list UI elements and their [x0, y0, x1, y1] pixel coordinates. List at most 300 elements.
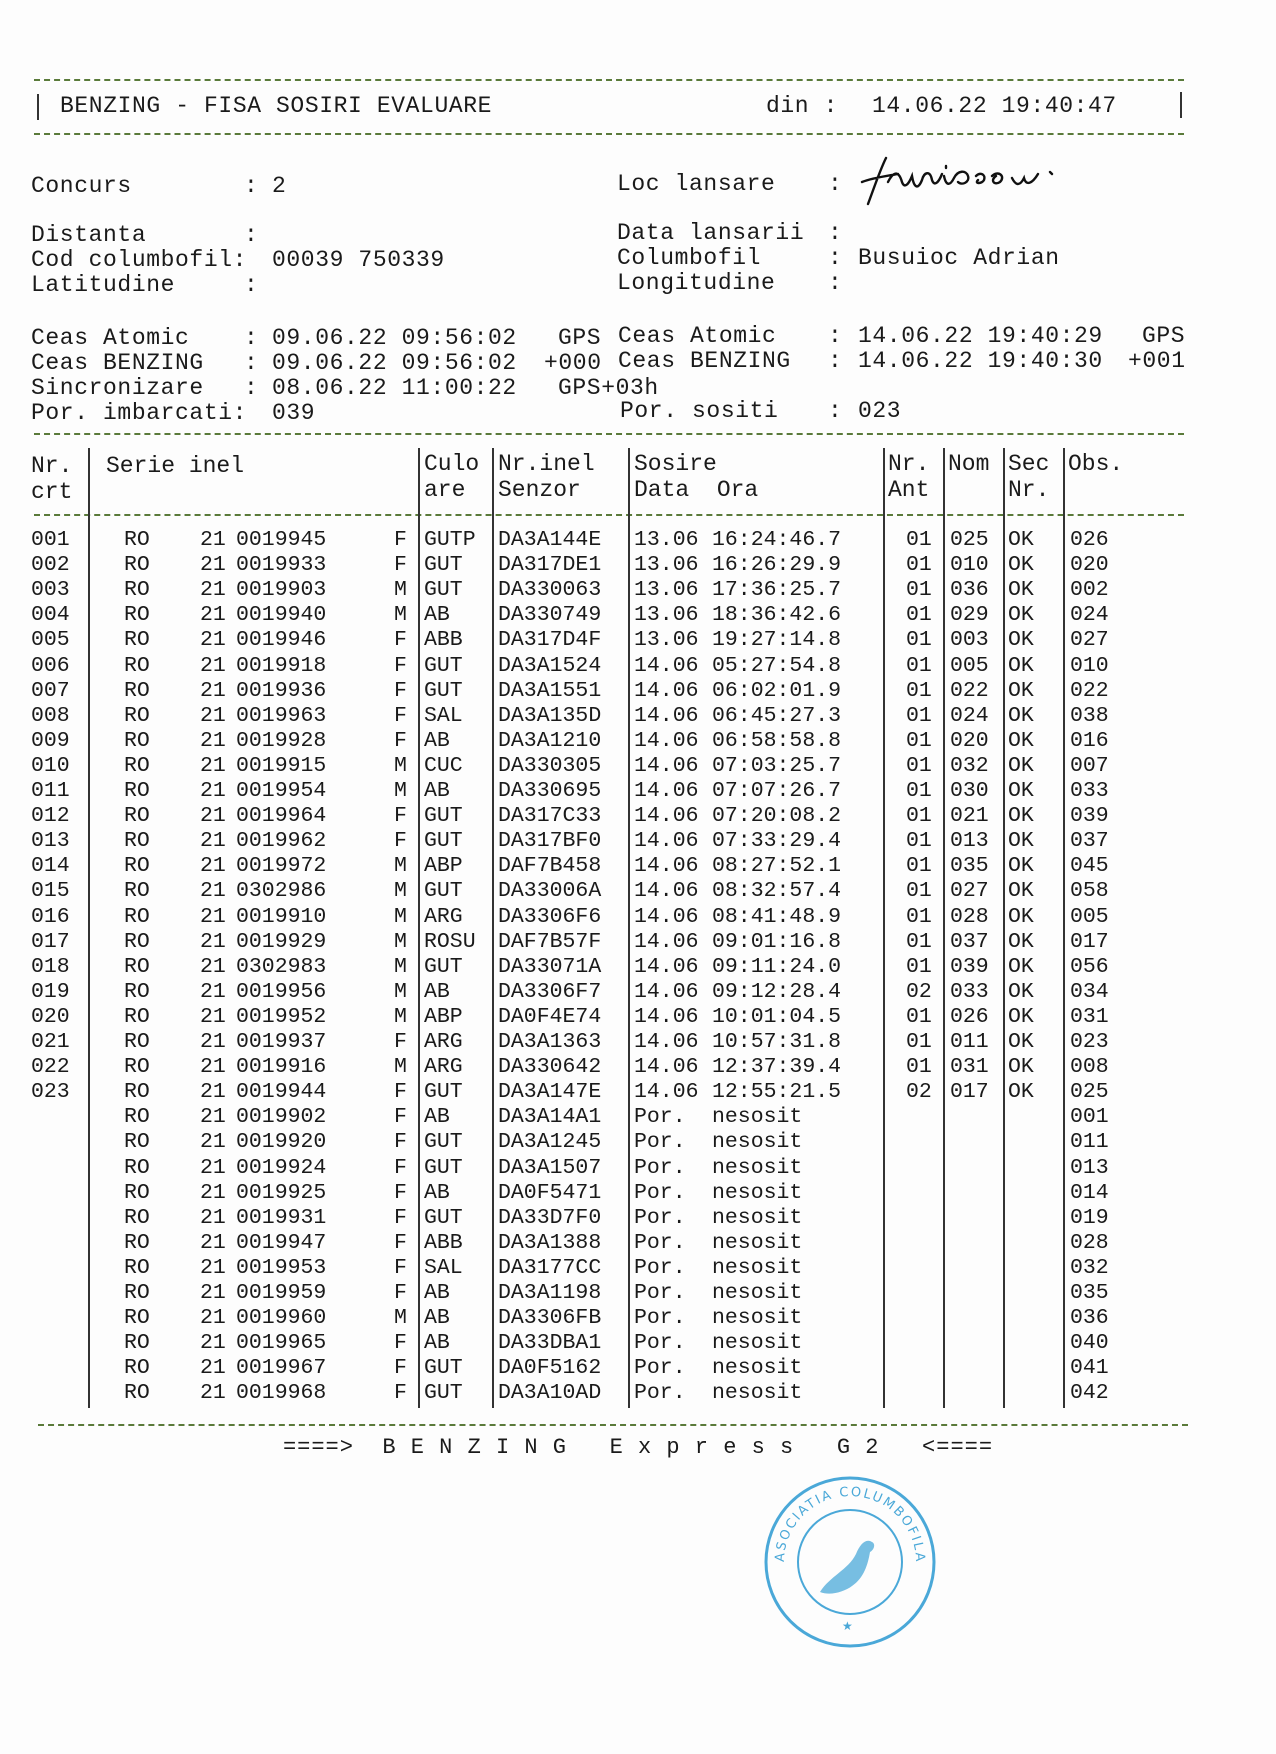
table-row — [0, 654, 1276, 679]
cell-nom: 003 — [950, 628, 989, 653]
cell-sensor: DA330695 — [498, 779, 602, 803]
cell-nom: 024 — [950, 703, 989, 728]
cell-ant: 01 — [906, 854, 932, 879]
document-title: BENZING - FISA SOSIRI EVALUARE — [60, 93, 493, 119]
cell-sex: M — [394, 879, 407, 904]
start-atomic-suffix: GPS — [558, 325, 602, 351]
cell-ring: 0019952 — [236, 1004, 327, 1029]
cell-date: Por. — [634, 1306, 686, 1331]
cell-time: nesosit — [712, 1356, 803, 1381]
cell-yr: 21 — [200, 1155, 226, 1180]
cell-color: GUT — [424, 578, 463, 603]
end-benzing-value: 14.06.22 19:40:30 — [858, 348, 1103, 374]
cell-nom: 020 — [950, 728, 989, 753]
start-benzing-suffix: +000 — [544, 350, 602, 376]
cell-obs: 001 — [1070, 1105, 1109, 1130]
cell-time: 07:07:26.7 — [712, 779, 842, 803]
cell-nom: 037 — [950, 929, 989, 954]
cell-time: nesosit — [712, 1230, 803, 1255]
cell-date: 14.06 — [634, 1080, 699, 1105]
cell-date: Por. — [634, 1105, 686, 1130]
cell-color: GUT — [424, 1381, 463, 1406]
cell-color: GUT — [424, 653, 463, 678]
loc-lansare-label: Loc lansare — [617, 171, 776, 197]
cell-yr: 21 — [200, 1130, 226, 1155]
cell-color: AB — [424, 603, 450, 628]
cell-color: GUT — [424, 1130, 463, 1155]
cell-time: nesosit — [712, 1306, 803, 1331]
col-obs: Obs. — [1068, 451, 1124, 477]
latitudine-label: Latitudine — [31, 272, 176, 298]
cell-cc: RO — [124, 779, 150, 803]
issue-date-label: din : — [766, 93, 839, 119]
columbofil-value: Busuioc Adrian — [858, 245, 1060, 271]
cell-sex: F — [394, 653, 407, 678]
cell-color: ABB — [424, 1230, 463, 1255]
start-atomic-label: Ceas Atomic — [31, 325, 190, 351]
cell-sensor: DA317DE1 — [498, 553, 602, 578]
cell-sex: F — [394, 1130, 407, 1155]
cell-cc: RO — [124, 1331, 150, 1356]
cell-crt: 006 — [31, 653, 70, 678]
longitudine-label: Longitudine — [617, 270, 776, 296]
cell-date: 14.06 — [634, 1030, 699, 1054]
cell-time: nesosit — [712, 1180, 803, 1205]
start-atomic-colon: : — [244, 325, 259, 351]
cell-ring: 0019945 — [236, 528, 327, 552]
col-ant: Ant — [888, 477, 930, 503]
cell-date: 13.06 — [634, 528, 699, 552]
cell-ring: 0019956 — [236, 979, 327, 1004]
cell-crt: 017 — [31, 929, 70, 954]
cell-sex: F — [394, 1030, 407, 1054]
cell-cc: RO — [124, 1080, 150, 1105]
table-row — [0, 704, 1276, 729]
cell-obs: 042 — [1070, 1381, 1109, 1406]
cell-time: 08:41:48.9 — [712, 904, 842, 929]
cell-ring: 0019929 — [236, 929, 327, 954]
columbofil-label: Columbofil — [617, 245, 762, 271]
cell-ant: 01 — [906, 904, 932, 929]
cell-date: 14.06 — [634, 829, 699, 854]
cell-sensor: DA3A1524 — [498, 653, 602, 678]
cell-crt: 019 — [31, 979, 70, 1004]
cell-cc: RO — [124, 628, 150, 653]
cell-yr: 21 — [200, 1381, 226, 1406]
cell-nom: 036 — [950, 578, 989, 603]
cell-ant: 02 — [906, 979, 932, 1004]
cell-cc: RO — [124, 753, 150, 778]
cell-color: SAL — [424, 1255, 463, 1280]
cell-obs: 038 — [1070, 703, 1109, 728]
col-nr: Nr. — [31, 453, 73, 479]
cell-crt: 003 — [31, 578, 70, 603]
cell-sensor: DA3A1210 — [498, 728, 602, 753]
concurs-value: 2 — [272, 173, 287, 199]
cell-date: Por. — [634, 1331, 686, 1356]
cell-obs: 002 — [1070, 578, 1109, 603]
cell-cc: RO — [124, 1105, 150, 1130]
cell-time: 12:37:39.4 — [712, 1055, 842, 1080]
imbarcati-label: Por. imbarcati: — [31, 400, 248, 426]
cell-time: nesosit — [712, 1281, 803, 1305]
cell-sex: F — [394, 1331, 407, 1356]
cell-sec: OK — [1008, 1080, 1034, 1105]
pigeon-icon — [820, 1541, 874, 1594]
end-atomic-value: 14.06.22 19:40:29 — [858, 323, 1103, 349]
cell-obs: 041 — [1070, 1356, 1109, 1381]
cell-crt: 023 — [31, 1080, 70, 1105]
cell-cc: RO — [124, 703, 150, 728]
cell-sex: F — [394, 804, 407, 829]
cell-sensor: DA3306F7 — [498, 979, 602, 1004]
cell-yr: 21 — [200, 1281, 226, 1305]
cell-color: GUT — [424, 553, 463, 578]
cell-yr: 21 — [200, 728, 226, 753]
table-row — [0, 1080, 1276, 1105]
cell-sensor: DA33D7F0 — [498, 1205, 602, 1230]
cell-nom: 028 — [950, 904, 989, 929]
cell-sec: OK — [1008, 728, 1034, 753]
cell-yr: 21 — [200, 1205, 226, 1230]
cell-color: GUT — [424, 1155, 463, 1180]
header-bottom-rule — [34, 133, 1184, 135]
cell-ring: 0019916 — [236, 1055, 327, 1080]
cell-sec: OK — [1008, 879, 1034, 904]
cell-yr: 21 — [200, 678, 226, 703]
col-sosire: Sosire — [634, 451, 717, 477]
cell-obs: 007 — [1070, 753, 1109, 778]
cell-obs: 016 — [1070, 728, 1109, 753]
cell-date: Por. — [634, 1230, 686, 1255]
cell-obs: 014 — [1070, 1180, 1109, 1205]
cell-crt: 021 — [31, 1030, 70, 1054]
cell-yr: 21 — [200, 954, 226, 979]
cell-cc: RO — [124, 854, 150, 879]
cell-sensor: DAF7B57F — [498, 929, 602, 954]
table-row — [0, 578, 1276, 603]
columbofil-colon: : — [828, 245, 843, 271]
cell-yr: 21 — [200, 1180, 226, 1205]
cell-date: 14.06 — [634, 904, 699, 929]
cell-sex: F — [394, 1230, 407, 1255]
cell-time: nesosit — [712, 1155, 803, 1180]
end-atomic-label: Ceas Atomic — [618, 323, 777, 349]
table-row — [0, 980, 1276, 1005]
table-row — [0, 1181, 1276, 1206]
cell-color: AB — [424, 1281, 450, 1305]
cell-yr: 21 — [200, 1080, 226, 1105]
cell-yr: 21 — [200, 753, 226, 778]
cell-ring: 0019933 — [236, 553, 327, 578]
cell-date: 14.06 — [634, 1004, 699, 1029]
cell-obs: 013 — [1070, 1155, 1109, 1180]
cell-nom: 005 — [950, 653, 989, 678]
cell-yr: 21 — [200, 1004, 226, 1029]
cell-obs: 024 — [1070, 603, 1109, 628]
cell-date: 14.06 — [634, 678, 699, 703]
cell-ant: 01 — [906, 804, 932, 829]
end-benzing-suffix: +001 — [1128, 348, 1186, 374]
cell-cc: RO — [124, 879, 150, 904]
cell-sex: F — [394, 1205, 407, 1230]
cell-obs: 039 — [1070, 804, 1109, 829]
cell-yr: 21 — [200, 1356, 226, 1381]
table-row — [0, 1231, 1276, 1256]
cell-sec: OK — [1008, 528, 1034, 552]
cell-color: CUC — [424, 753, 463, 778]
cell-time: 09:01:16.8 — [712, 929, 842, 954]
cell-ring: 0019910 — [236, 904, 327, 929]
cell-crt: 002 — [31, 553, 70, 578]
cell-sensor: DA0F5162 — [498, 1356, 602, 1381]
cell-ring: 0019947 — [236, 1230, 327, 1255]
cell-ant: 01 — [906, 628, 932, 653]
cell-crt: 013 — [31, 829, 70, 854]
cell-color: GUT — [424, 1205, 463, 1230]
cell-yr: 21 — [200, 804, 226, 829]
cell-color: GUT — [424, 879, 463, 904]
cell-obs: 037 — [1070, 829, 1109, 854]
cell-nom: 026 — [950, 1004, 989, 1029]
cell-color: ABP — [424, 1004, 463, 1029]
cell-cc: RO — [124, 954, 150, 979]
cell-sensor: DA3A1388 — [498, 1230, 602, 1255]
stamp-text: ASOCIATIA COLUMBOFILA — [772, 1484, 928, 1564]
cell-sex: M — [394, 1004, 407, 1029]
table-row — [0, 1055, 1276, 1080]
header-right-bar — [1180, 92, 1182, 118]
cell-time: nesosit — [712, 1130, 803, 1155]
cell-obs: 040 — [1070, 1331, 1109, 1356]
cell-obs: 020 — [1070, 553, 1109, 578]
cell-sensor: DA3A1198 — [498, 1281, 602, 1305]
cell-cc: RO — [124, 1281, 150, 1305]
cell-cc: RO — [124, 1180, 150, 1205]
sositi-value: 023 — [858, 398, 902, 424]
cell-yr: 21 — [200, 578, 226, 603]
cell-nom: 035 — [950, 854, 989, 879]
issue-date-value: 14.06.22 19:40:47 — [872, 93, 1117, 119]
cell-ring: 0019967 — [236, 1356, 327, 1381]
table-row — [0, 1381, 1276, 1406]
cell-crt: 018 — [31, 954, 70, 979]
cell-obs: 028 — [1070, 1230, 1109, 1255]
sositi-label: Por. sositi — [620, 398, 779, 424]
table-row — [0, 754, 1276, 779]
end-benzing-label: Ceas BENZING — [618, 348, 791, 374]
cell-cc: RO — [124, 603, 150, 628]
cell-sex: F — [394, 628, 407, 653]
cell-ring: 0019925 — [236, 1180, 327, 1205]
cell-cc: RO — [124, 829, 150, 854]
cell-color: ROSU — [424, 929, 476, 954]
cell-sensor: DA33071A — [498, 954, 602, 979]
cell-sensor: DA317BF0 — [498, 829, 602, 854]
cell-sex: M — [394, 954, 407, 979]
cell-sex: M — [394, 753, 407, 778]
cell-yr: 21 — [200, 553, 226, 578]
cell-date: Por. — [634, 1155, 686, 1180]
cell-sec: OK — [1008, 653, 1034, 678]
handwritten-release-location — [858, 152, 1098, 212]
cell-yr: 21 — [200, 879, 226, 904]
cell-cc: RO — [124, 528, 150, 552]
cell-crt: 020 — [31, 1004, 70, 1029]
cell-time: nesosit — [712, 1381, 803, 1406]
cell-time: 08:27:52.1 — [712, 854, 842, 879]
top-rule — [34, 79, 1184, 81]
cell-ring: 0019924 — [236, 1155, 327, 1180]
cell-ring: 0019915 — [236, 753, 327, 778]
cell-date: 13.06 — [634, 553, 699, 578]
cell-color: ARG — [424, 1030, 463, 1054]
cell-nom: 027 — [950, 879, 989, 904]
cell-sensor: DA317C33 — [498, 804, 602, 829]
cell-date: 13.06 — [634, 603, 699, 628]
cell-ant: 01 — [906, 779, 932, 803]
cell-crt: 011 — [31, 779, 70, 803]
cell-yr: 21 — [200, 979, 226, 1004]
distanta-colon: : — [244, 222, 259, 248]
cell-ant: 01 — [906, 829, 932, 854]
cod-columbofil-value: 00039 750339 — [272, 247, 445, 273]
cell-ant: 01 — [906, 1055, 932, 1080]
cell-yr: 21 — [200, 528, 226, 552]
cell-cc: RO — [124, 1255, 150, 1280]
cell-sex: F — [394, 1381, 407, 1406]
distanta-label: Distanta — [31, 222, 147, 248]
cell-sec: OK — [1008, 1004, 1034, 1029]
cell-sensor: DA3177CC — [498, 1255, 602, 1280]
cell-ant: 01 — [906, 1030, 932, 1054]
cell-time: 09:11:24.0 — [712, 954, 842, 979]
cell-ring: 0019962 — [236, 829, 327, 854]
col-nr-inel: Nr.inel — [498, 451, 595, 477]
cell-color: GUT — [424, 1356, 463, 1381]
cell-date: 14.06 — [634, 854, 699, 879]
cell-date: Por. — [634, 1281, 686, 1305]
cell-time: 16:24:46.7 — [712, 528, 842, 552]
cell-color: AB — [424, 979, 450, 1004]
star-icon: ★ — [842, 1619, 853, 1633]
cell-date: Por. — [634, 1205, 686, 1230]
cell-cc: RO — [124, 1004, 150, 1029]
cell-yr: 21 — [200, 603, 226, 628]
table-row — [0, 729, 1276, 754]
cell-crt: 014 — [31, 854, 70, 879]
cell-sec: OK — [1008, 829, 1034, 854]
cell-ant: 01 — [906, 929, 932, 954]
cell-sex: F — [394, 553, 407, 578]
table-row — [0, 1331, 1276, 1356]
table-row — [0, 779, 1276, 804]
cell-time: 08:32:57.4 — [712, 879, 842, 904]
cell-sec: OK — [1008, 578, 1034, 603]
concurs-colon: : — [244, 173, 259, 199]
table-row — [0, 879, 1276, 904]
cell-sec: OK — [1008, 804, 1034, 829]
cell-sec: OK — [1008, 553, 1034, 578]
cell-sex: M — [394, 854, 407, 879]
cell-sec: OK — [1008, 703, 1034, 728]
cell-ring: 0019903 — [236, 578, 327, 603]
table-row — [0, 905, 1276, 930]
cell-obs: 033 — [1070, 779, 1109, 803]
cell-crt: 007 — [31, 678, 70, 703]
table-row — [0, 1105, 1276, 1130]
cell-obs: 025 — [1070, 1080, 1109, 1105]
table-row — [0, 1356, 1276, 1381]
cell-time: nesosit — [712, 1331, 803, 1356]
cell-date: 14.06 — [634, 954, 699, 979]
cell-yr: 21 — [200, 1306, 226, 1331]
cell-time: 12:55:21.5 — [712, 1080, 842, 1105]
cell-obs: 023 — [1070, 1030, 1109, 1054]
cell-sex: F — [394, 728, 407, 753]
header-left-bar — [37, 94, 39, 120]
cell-sensor: DA330749 — [498, 603, 602, 628]
cod-columbofil-label: Cod columbofil: — [31, 247, 248, 273]
cell-nom: 032 — [950, 753, 989, 778]
cell-sensor: DA3306F6 — [498, 904, 602, 929]
cell-yr: 21 — [200, 829, 226, 854]
cell-obs: 005 — [1070, 904, 1109, 929]
cell-yr: 21 — [200, 854, 226, 879]
table-row — [0, 829, 1276, 854]
cell-obs: 008 — [1070, 1055, 1109, 1080]
cell-color: GUT — [424, 829, 463, 854]
cell-ring: 0019920 — [236, 1130, 327, 1155]
table-row — [0, 854, 1276, 879]
cell-time: 18:36:42.6 — [712, 603, 842, 628]
col-culo: Culo — [424, 451, 480, 477]
sync-suffix: GPS+03h — [558, 375, 659, 401]
cell-obs: 035 — [1070, 1281, 1109, 1305]
start-benzing-value: 09.06.22 09:56:02 — [272, 350, 517, 376]
cell-nom: 039 — [950, 954, 989, 979]
cell-cc: RO — [124, 1306, 150, 1331]
cell-sex: M — [394, 1306, 407, 1331]
cell-sec: OK — [1008, 979, 1034, 1004]
cell-sensor: DA330305 — [498, 753, 602, 778]
cell-crt: 004 — [31, 603, 70, 628]
cell-yr: 21 — [200, 1331, 226, 1356]
cell-yr: 21 — [200, 703, 226, 728]
table-row — [0, 553, 1276, 578]
cell-obs: 017 — [1070, 929, 1109, 954]
cell-ring: 0302986 — [236, 879, 327, 904]
cell-cc: RO — [124, 804, 150, 829]
cell-sensor: DA3306FB — [498, 1306, 602, 1331]
cell-obs: 027 — [1070, 628, 1109, 653]
table-top-rule — [34, 433, 1184, 435]
cell-obs: 022 — [1070, 678, 1109, 703]
club-stamp — [760, 1472, 940, 1652]
end-benzing-colon: : — [828, 348, 843, 374]
cell-sex: F — [394, 1155, 407, 1180]
cell-yr: 21 — [200, 628, 226, 653]
cell-sensor: DA33DBA1 — [498, 1331, 602, 1356]
sositi-colon: : — [828, 398, 843, 424]
col-sec: Sec — [1008, 451, 1050, 477]
table-row — [0, 1281, 1276, 1306]
cell-date: Por. — [634, 1356, 686, 1381]
cell-color: GUT — [424, 1080, 463, 1105]
cell-sensor: DA3A1551 — [498, 678, 602, 703]
cell-time: 07:33:29.4 — [712, 829, 842, 854]
cell-crt: 005 — [31, 628, 70, 653]
